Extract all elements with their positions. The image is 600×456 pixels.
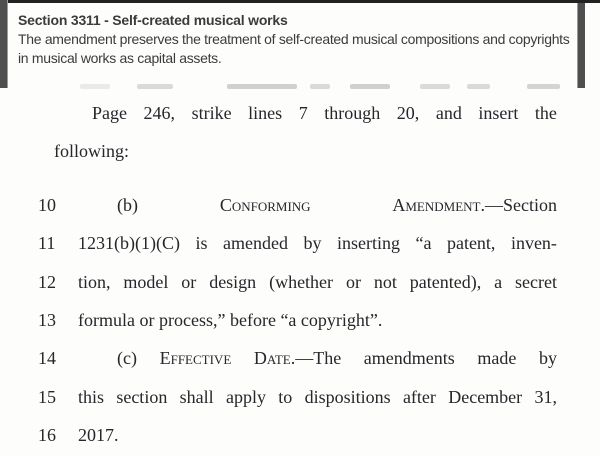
bill-line — [0, 193, 600, 223]
line-number: 11 — [38, 233, 56, 254]
line-text: (b) Conforming Amendment.—Section — [117, 195, 557, 215]
line-number: 10 — [38, 195, 56, 215]
section-summary-title: Section 3311 - Self-created musical works — [18, 12, 288, 28]
line-number: 16 — [38, 424, 56, 445]
bill-line — [0, 346, 600, 376]
line-number: 14 — [38, 348, 56, 369]
bill-line — [0, 139, 600, 169]
bill-line — [0, 270, 600, 300]
line-text: this section shall apply to dispositions after December 31, — [78, 386, 557, 407]
line-text: tion, model or design (whether or not patented), a secret — [78, 271, 557, 292]
bill-line — [0, 101, 600, 131]
bill-line — [0, 308, 600, 338]
line-number: 15 — [38, 386, 56, 407]
section-summary-text-line1: The amendment preserves the treatment of self-created musical compositions and copyrights — [18, 31, 570, 47]
bill-line — [0, 385, 600, 415]
section-summary-text-line2: in musical works as capital assets. — [18, 50, 222, 66]
line-text: (c) Effective Date.—The amendments made by — [117, 348, 557, 369]
line-number: 13 — [38, 309, 56, 330]
bill-line — [0, 423, 600, 453]
line-text: 1231(b)(1)(C) is amended by inserting “a patent, inven- — [78, 233, 557, 254]
line-text: 2017. — [78, 424, 119, 445]
line-text: Page 246, strike lines 7 through 20, and insert the — [92, 103, 557, 123]
line-text: formula or process,” before “a copyright”. — [78, 309, 383, 330]
line-text: following: — [54, 140, 129, 161]
line-number: 12 — [38, 271, 56, 292]
bill-line — [0, 231, 600, 261]
